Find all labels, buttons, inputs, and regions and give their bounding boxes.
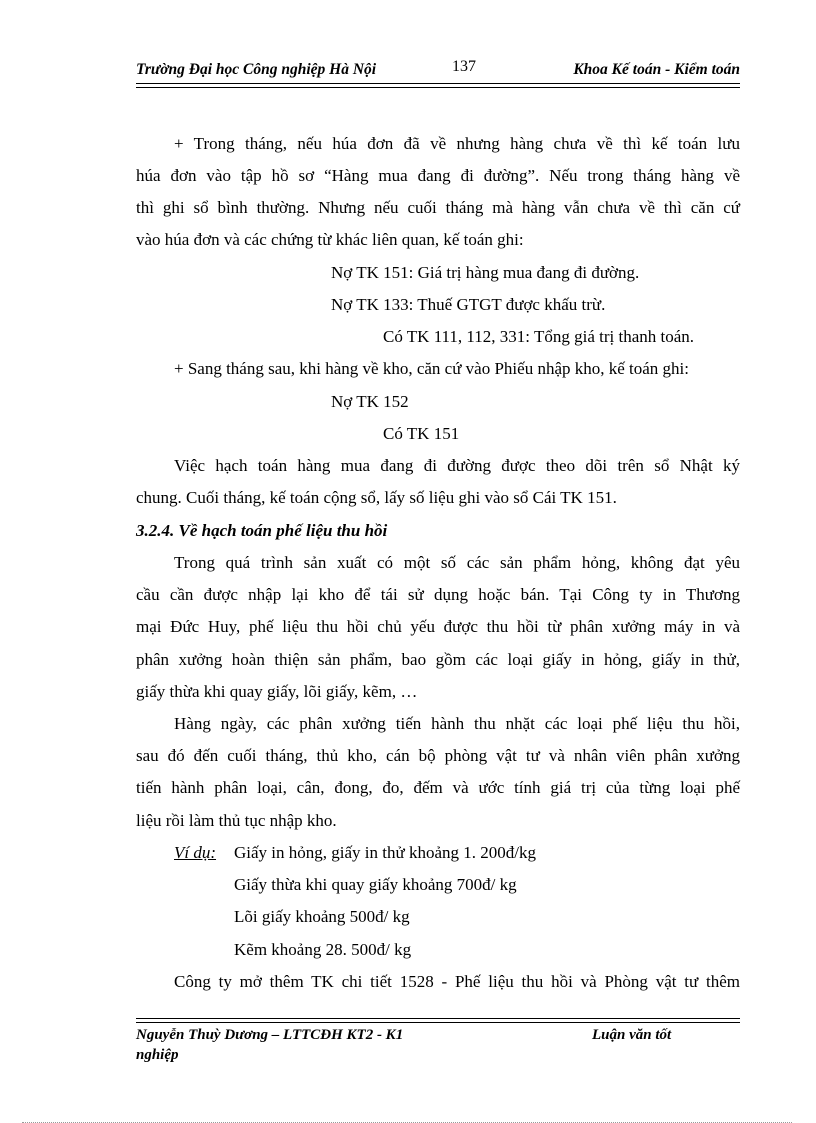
section-heading: 3.2.4. Về hạch toán phế liệu thu hồi (136, 521, 388, 540)
footer-thesis-label: Luận văn tốt (592, 1027, 672, 1043)
example-item: Giấy in hỏng, giấy in thử khoảng 1. 200đ/kg (234, 843, 536, 862)
footer-rule-top (136, 1018, 740, 1019)
example-item: Kẽm khoảng 28. 500đ/ kg (234, 940, 412, 959)
paragraph-line: húa đơn vào tập hồ sơ “Hàng mua đang đi đường”. Nếu trong tháng hàng về (136, 166, 740, 185)
header-faculty: Khoa Kế toán - Kiểm toán (573, 61, 740, 78)
example-item: Giấy thừa khi quay giấy khoảng 700đ/ kg (234, 875, 517, 894)
header-rule-bottom (136, 87, 740, 88)
paragraph-line: + Trong tháng, nếu húa đơn đã về nhưng hàng chưa về thì kế toán lưu (174, 134, 740, 153)
example-label: Ví dụ: (174, 843, 217, 862)
journal-entry: Có TK 151 (383, 424, 460, 443)
paragraph-line: giấy thừa khi quay giấy, lõi giấy, kẽm, … (136, 682, 418, 701)
paragraph-line: Việc hạch toán hàng mua đang đi đường được theo dõi trên sổ Nhật ký (174, 456, 740, 475)
journal-entry: Nợ TK 151: Giá trị hàng mua đang đi đường. (331, 263, 640, 282)
journal-entry: Nợ TK 152 (331, 392, 409, 411)
paragraph-line: Hàng ngày, các phân xưởng tiến hành thu nhặt các loại phế liệu thu hồi, (174, 714, 740, 733)
paragraph-line: liệu rồi làm thủ tục nhập kho. (136, 811, 337, 830)
footer-author: Nguyễn Thuỳ Dương – LTTCĐH KT2 - K1 (136, 1027, 404, 1043)
paragraph-line: Công ty mở thêm TK chi tiết 1528 - Phế liệu thu hồi và Phòng vật tư thêm (174, 972, 740, 991)
footer-rule-bottom (136, 1022, 740, 1023)
paragraph-line: sau đó đến cuối tháng, thủ kho, cán bộ phòng vật tư và nhân viên phân xưởng (136, 746, 740, 765)
paragraph-line: chung. Cuối tháng, kế toán cộng sổ, lấy số liệu ghi vào sổ Cái TK 151. (136, 488, 617, 507)
header-school: Trường Đại học Công nghiệp Hà Nội (136, 61, 377, 78)
journal-entry: Có TK 111, 112, 331: Tổng giá trị thanh toán. (383, 327, 695, 346)
header-rule-top (136, 83, 740, 84)
paragraph-line: cầu cần được nhập lại kho để tái sử dụng hoặc bán. Tại Công ty in Thương (136, 585, 740, 604)
paragraph-line: tiến hành phân loại, cân, đong, đo, đếm và ước tính giá trị của từng loại phế (136, 778, 740, 797)
paragraph-line: + Sang tháng sau, khi hàng về kho, căn cứ vào Phiếu nhập kho, kế toán ghi: (174, 359, 690, 378)
paragraph-line: vào húa đơn và các chứng từ khác liên quan, kế toán ghi: (136, 230, 524, 249)
paragraph-line: mại Đức Huy, phế liệu thu hồi chủ yếu được thu hồi từ phân xưởng máy in và (136, 617, 740, 636)
page-number: 137 (452, 58, 476, 75)
paragraph-line: phân xưởng hoàn thiện sản phẩm, bao gồm các loại giấy in hỏng, giấy in thử, (136, 650, 740, 669)
paragraph-line: Trong quá trình sản xuất có một số các sản phẩm hỏng, không đạt yêu (174, 553, 740, 572)
journal-entry: Nợ TK 133: Thuế GTGT được khấu trừ. (331, 295, 606, 314)
page-header (136, 58, 740, 84)
footer-thesis-label-wrap: nghiệp (136, 1047, 179, 1063)
paragraph-line: thì ghi sổ bình thường. Nhưng nếu cuối tháng mà hàng vẫn chưa về thì căn cứ (136, 198, 740, 217)
example-item: Lõi giấy khoảng 500đ/ kg (234, 907, 410, 926)
